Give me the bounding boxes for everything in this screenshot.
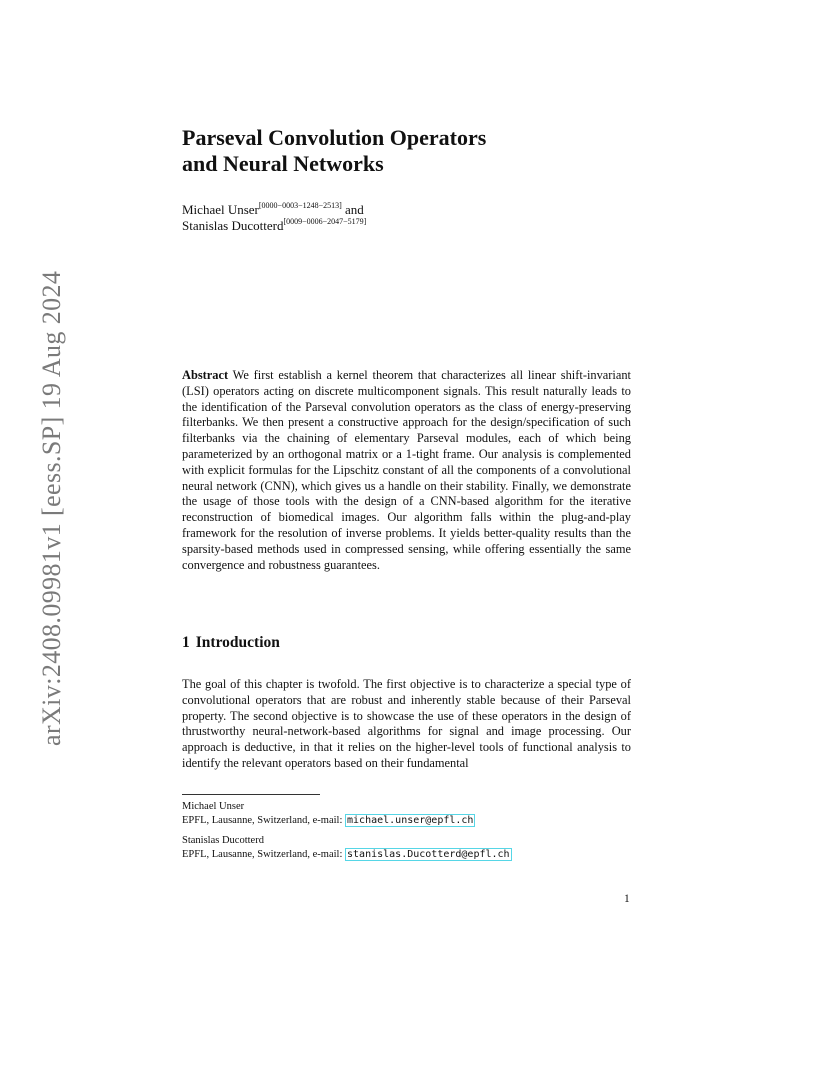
paper-title-line-2: and Neural Networks bbox=[182, 151, 384, 176]
author-line-1 bbox=[182, 202, 366, 218]
email-link[interactable]: michael.unser@epfl.ch bbox=[347, 815, 474, 826]
footnote-affiliation-line bbox=[182, 848, 512, 862]
footnote-affiliation-line bbox=[182, 814, 512, 828]
footnote-author-2 bbox=[182, 834, 512, 862]
arxiv-identifier-stamp: arXiv:2408.09981v1 [eess.SP] 19 Aug 2024 bbox=[37, 270, 66, 746]
paper-title-line-1: Parseval Convolution Operators bbox=[182, 125, 487, 150]
author-orcid: [0000−0003−1248−2513] bbox=[258, 201, 342, 210]
abstract-label: Abstract bbox=[182, 368, 229, 382]
author-line-2 bbox=[182, 218, 366, 234]
footnote-author-1 bbox=[182, 800, 512, 828]
section-title: Introduction bbox=[195, 634, 280, 651]
footnote-name: Michael Unser bbox=[182, 801, 245, 812]
email-link[interactable]: stanislas.Ducotterd@epfl.ch bbox=[347, 849, 510, 860]
footnote-divider bbox=[182, 794, 320, 795]
abstract-text: We first establish a kernel theorem that characterizes all linear shift-invariant (LSI) operators acting on discrete multicomponent signals. This result naturally leads to the identification of the Parseval convolution operators as the class of energy-preserving filterbanks. We then present a constructive approach for the design/specification of such filterbanks via the chaining of elementary Parseval modules, each of which being parameterized by an orthogonal matrix or a 1-tight frame. Our analysis is complemented with explicit formulas for the Lipschitz constant of all the components of a convolutional neural network (CNN), which gives us a handle on their stability. Finally, we demonstrate the usage of those tools with the design of a CNN-based algorithm for the iterative reconstruction of biomedical images. Our algorithm falls within the plug-and-play framework for the resolution of inverse problems. It yields better-quality results than the sparsity-based methods used in compressed sensing, while offering essentially the same convergence and robustness guarantees. bbox=[182, 368, 631, 572]
introduction-paragraph: The goal of this chapter is twofold. The first objective is to characterize a special type of convolutional operators that are robust and inherently stable because of their Parseval property. The second objective is to showcase the use of these operators in the design of thrustworthy neural-network-based algorithms for signal and image processing. Our approach is deductive, in that it relies on the higher-level tools of functional analysis to identify the relevant operators based on their fundamental bbox=[182, 677, 631, 770]
author-list bbox=[182, 202, 366, 234]
author-name: Stanislas Ducotterd bbox=[182, 218, 284, 233]
author-name: Michael Unser bbox=[182, 202, 259, 217]
author-conjunction: and bbox=[341, 202, 364, 217]
footnote-affiliation: EPFL, Lausanne, Switzerland, e-mail: bbox=[182, 815, 346, 826]
section-heading-introduction bbox=[182, 634, 280, 652]
paper-title bbox=[182, 125, 602, 177]
section-number: 1 bbox=[182, 634, 190, 651]
author-footnotes bbox=[182, 800, 512, 868]
author-orcid: [0009−0006−2047−5179] bbox=[283, 217, 367, 226]
footnote-name: Stanislas Ducotterd bbox=[182, 835, 264, 846]
footnote-affiliation: EPFL, Lausanne, Switzerland, e-mail: bbox=[182, 849, 346, 860]
abstract bbox=[182, 368, 631, 573]
page-number: 1 bbox=[624, 893, 630, 905]
